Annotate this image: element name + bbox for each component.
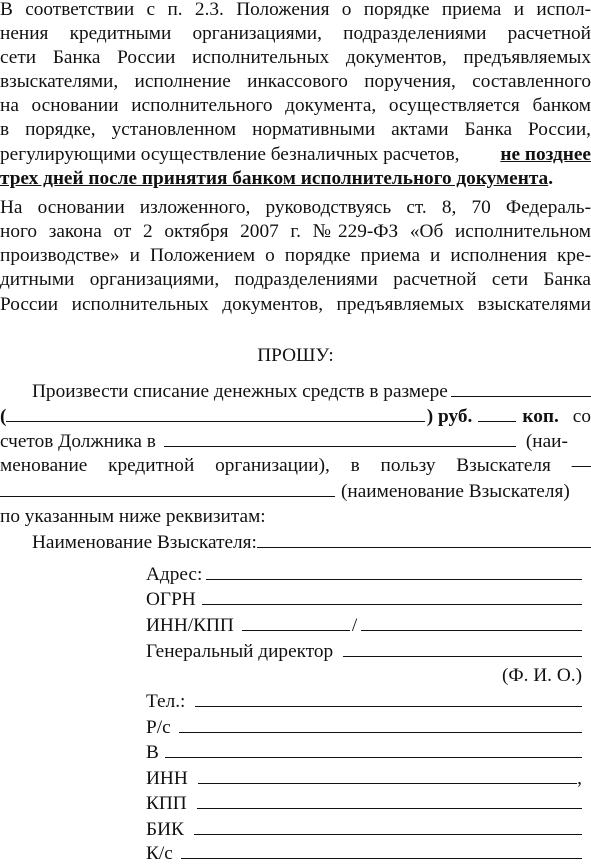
ks-row	[146, 840, 582, 866]
address-field[interactable]	[206, 561, 582, 580]
para1-line-1: В соответствии с п. 2.3. Положения о порядке приема и испол-	[0, 0, 591, 20]
kpp-row	[146, 790, 582, 816]
rub-label: ) руб.	[426, 406, 473, 427]
tel-label: Тел.:	[146, 691, 186, 712]
inn-field[interactable]	[198, 765, 577, 784]
para2-line-5: России исполнительных документов, предъявляемых взыскателями	[0, 294, 591, 315]
rs-row	[146, 714, 582, 740]
request-amount-label: Произвести списание денежных средств в размере	[32, 381, 448, 402]
amount-words-field[interactable]	[6, 403, 424, 422]
claimant-name-label: Наименование Взыскателя:	[32, 532, 257, 553]
inn-comma: ,	[577, 768, 582, 789]
kopecks-field[interactable]	[478, 403, 516, 422]
para2-line-4: дитными организациями, подразделениями расчетной сети Банка	[0, 269, 591, 290]
director-label: Генеральный директор	[146, 641, 334, 662]
request-line-2	[0, 403, 591, 429]
director-row	[146, 638, 582, 664]
request-line-5	[0, 478, 591, 504]
request-line-3	[0, 428, 591, 454]
bik-field[interactable]	[194, 816, 582, 835]
para1-line-2: нения кредитными организациями, подразделениями расчетной	[0, 23, 591, 44]
claimant-name-value-field[interactable]	[257, 529, 591, 548]
request-heading: ПРОШУ:	[257, 345, 334, 366]
tel-row	[146, 688, 582, 714]
bank-field[interactable]	[165, 739, 582, 758]
para1-line-7-text: регулирующими осуществление безналичных расчетов,	[0, 144, 460, 165]
para1-line-8	[0, 166, 591, 192]
bik-row	[146, 816, 582, 842]
kpp-part-field[interactable]	[361, 612, 582, 631]
ks-field[interactable]	[181, 840, 582, 859]
para2-line-2: ного закона от 2 октября 2007 г. №229-ФЗ «Об исполнительном	[0, 221, 591, 242]
naming-hint: (наи-	[525, 431, 568, 452]
para1-line-3: сети Банка России исполнительных документов, предъявляемых	[0, 47, 591, 68]
inn-row	[146, 765, 582, 791]
para2-line-3: производстве» и Положением о порядке приема и исполнения кре-	[0, 245, 591, 266]
para1-emphasis-end: трех дней после принятия банком исполнительного документа	[0, 168, 549, 189]
claimant-hint: (наименование Взыскателя)	[341, 481, 570, 502]
ks-label: К/с	[146, 843, 173, 864]
para2-line-1: На основании изложенного, руководствуясь ст. 8, 70 Федераль-	[0, 197, 591, 218]
address-row	[146, 561, 582, 587]
kpp-label: КПП	[146, 793, 187, 814]
para1-line-5: на основании исполнительного документа, осуществляется банком	[0, 95, 591, 116]
request-line-4: менование кредитной организации), в пользу Взыскателя —	[0, 455, 591, 476]
rs-label: Р/с	[146, 717, 171, 738]
open-paren: (	[0, 406, 7, 427]
amount-field[interactable]	[451, 378, 591, 397]
bank-label: В	[146, 742, 159, 763]
para1-emphasis-start: не позднее	[500, 144, 591, 165]
address-label: Адрес:	[146, 564, 203, 585]
ogrn-field[interactable]	[202, 586, 582, 605]
para1-line-6: в порядке, установленном нормативными актами Банка России,	[0, 119, 591, 140]
inn-part-field[interactable]	[242, 612, 350, 631]
kpp-field[interactable]	[197, 790, 582, 809]
bank-name-field[interactable]	[164, 428, 516, 447]
inn-kpp-slash: /	[351, 615, 358, 636]
claimant-name-field[interactable]	[0, 478, 335, 497]
inn-label: ИНН	[146, 768, 188, 789]
bank-row	[146, 739, 582, 765]
bik-label: БИК	[146, 819, 184, 840]
so-word: со	[572, 406, 591, 427]
inn-kpp-label: ИНН/КПП	[146, 615, 234, 636]
kop-label: коп.	[522, 406, 559, 427]
para1-line-4: взыскателями, исполнение инкассового поручения, составленного	[0, 71, 591, 92]
request-line-1	[0, 378, 591, 404]
tel-field[interactable]	[195, 688, 582, 707]
rs-field[interactable]	[179, 714, 582, 733]
para1-line-7	[0, 142, 591, 168]
fio-hint: (Ф. И. О.)	[501, 665, 582, 686]
ogrn-row	[146, 586, 582, 612]
para1-period: .	[548, 168, 554, 189]
request-line-7	[0, 529, 591, 555]
inn-kpp-row	[146, 612, 582, 638]
ogrn-label: ОГРН	[146, 589, 196, 610]
request-line-6: по указанным ниже реквизитам:	[0, 506, 266, 527]
director-name-field[interactable]	[343, 638, 582, 657]
debtor-accounts-label: счетов Должника в	[0, 431, 156, 452]
